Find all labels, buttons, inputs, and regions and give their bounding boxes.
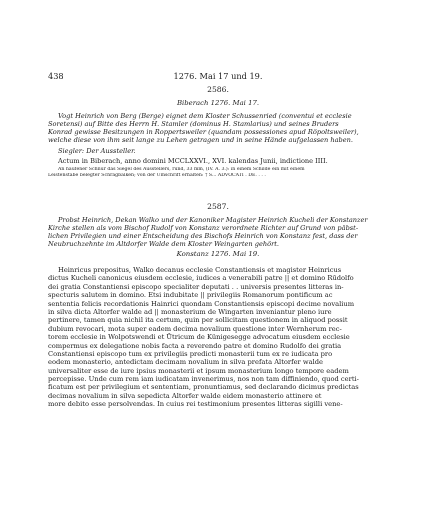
text-line: sententia felicis recordationis Hainrici quondam Constantiensis episcopi decime novalium bbox=[48, 299, 355, 308]
text-line: Constantiensi episcopo tum ex privilegiis predicti monasterii tum ex re iudicata pro bbox=[48, 349, 333, 358]
text-line: universaliter esse de iure ipsius monasterii et ipsum monasterium longo tempore eadem bbox=[48, 366, 349, 375]
text-line: in silva dicta Altorfer walde ad || monasterium de Wingarten inveniantur pleno iure bbox=[48, 307, 332, 316]
regest-line: lichen Privilegien und einer Entscheidung des Bischofs Heinrich von Konstanz fest, dass der bbox=[48, 232, 358, 240]
page-header bbox=[48, 71, 388, 81]
text-line: pertinere, tamen quia nichil ita certum, quin per sollicitam questionem in aliquod possit bbox=[48, 316, 348, 325]
text-line: torem ecclesie in Wolpotswendi et Ůtricum de Künigesegge advocatum eiusdem ecclesie bbox=[48, 333, 350, 342]
document-number: 2586. bbox=[207, 85, 229, 94]
regest-line: Vogt Heinrich von Berg (Berge) eignet dem Kloster Schussenried (conventui et ecclesie bbox=[58, 112, 352, 120]
text-line: specturis salutem in domino. Etsi indubitate || privilegiis Romanorum pontificum ac bbox=[48, 291, 333, 300]
text-line: percepisse. Unde cum rem iam iudicatam invenerimus, nos non tam diffiniendo, quod certi- bbox=[48, 375, 359, 384]
document-number: 2587. bbox=[207, 202, 229, 211]
regest-line: Soretensi) auf Bitte des Herrn H. Stamler (dominus H. Stamlarius) und seines Bruders bbox=[48, 120, 339, 128]
text-line: more debito esse persolvendas. In cuius rei testimonium presentes litteras sigilli vene- bbox=[48, 400, 343, 409]
text-line: eodem monasterio, antedictam decimam novalium in silva prefata Altorfer walde bbox=[48, 358, 323, 367]
seal-note-line: Leistenstabe belegter Schrägbalken; von der Umschrift erhalten: † S... ADVOCATI . DE. . . . bbox=[48, 173, 266, 178]
seal-note-line: An häufener Schnur das Siegel des Ausstellers, rund, 33 mm, (IV. A. 3.): in einem Schilde ein mit einem bbox=[58, 167, 305, 172]
regest-line: Kirche stellen als vom Bischof Rudolf von Konstanz verordnete Richter auf Grund von päbst- bbox=[48, 224, 359, 232]
page-number: 438 bbox=[48, 71, 64, 81]
text-line: dei gratia Constantiensi episcopo specialiter deputati . . universis presentes litteras in- bbox=[48, 282, 344, 291]
text-line: ficatum est per privilegium et sententiam, pronuntiamus, sed declarando dicimus predictas bbox=[48, 383, 359, 392]
text-line: Heinricus prepositus, Walko decanus ecclesie Constantiensis et magister Heinricus bbox=[58, 266, 342, 274]
running-title: 1276. Mai 17 und 19. bbox=[173, 71, 263, 81]
regest-line: Probst Heinrich, Dekan Walko und der Kanoniker Magister Heinrich Kucheli der Konstanzer bbox=[58, 216, 368, 224]
regest bbox=[48, 112, 388, 144]
text-line: dubium revocari, mota super eadem decima novalium questione inter Wernherum rec- bbox=[48, 324, 342, 333]
document-dateline: Biberach 1276. Mai 17. bbox=[176, 99, 260, 107]
actum-text: Actum in Biberach, anno domini MCCLXXVI., XVI. kalendas Junii, indictione IIII. bbox=[58, 157, 328, 165]
sealer-line bbox=[48, 147, 388, 155]
regest-line: Neubruchzehnte im Altdorfer Walde dem Kloster Weingarten gehört. bbox=[48, 240, 279, 248]
regest bbox=[48, 216, 388, 248]
regest-line: welche diese von ihm seit lange zu Lehen getragen und in seine Hände aufgelassen haben. bbox=[48, 136, 353, 144]
charter-text bbox=[48, 266, 388, 409]
text-line: decimas novalium in silva sepedicta Altorfer walde eidem monasterio attinere et bbox=[48, 391, 322, 400]
actum-line bbox=[48, 157, 388, 165]
regest-line: Konrad gewisse Besitzungen in Roppertsweiler (quandam possessiones apud Röpoltsweiler), bbox=[48, 128, 359, 136]
seal-note bbox=[48, 167, 388, 179]
document-dateline: Konstanz 1276. Mai 19. bbox=[176, 250, 260, 258]
sealer-text: Siegler: Der Aussteller. bbox=[58, 147, 136, 155]
text-line: compermus ex delegatione nobis facta a reverendo patre et domino Rudolfo dei gratia bbox=[48, 341, 342, 350]
text-line: dictus Kucheli canonicus eiusdem ecclesie, iudices a venerabili patre || et domino Rūdolfo bbox=[48, 274, 354, 283]
